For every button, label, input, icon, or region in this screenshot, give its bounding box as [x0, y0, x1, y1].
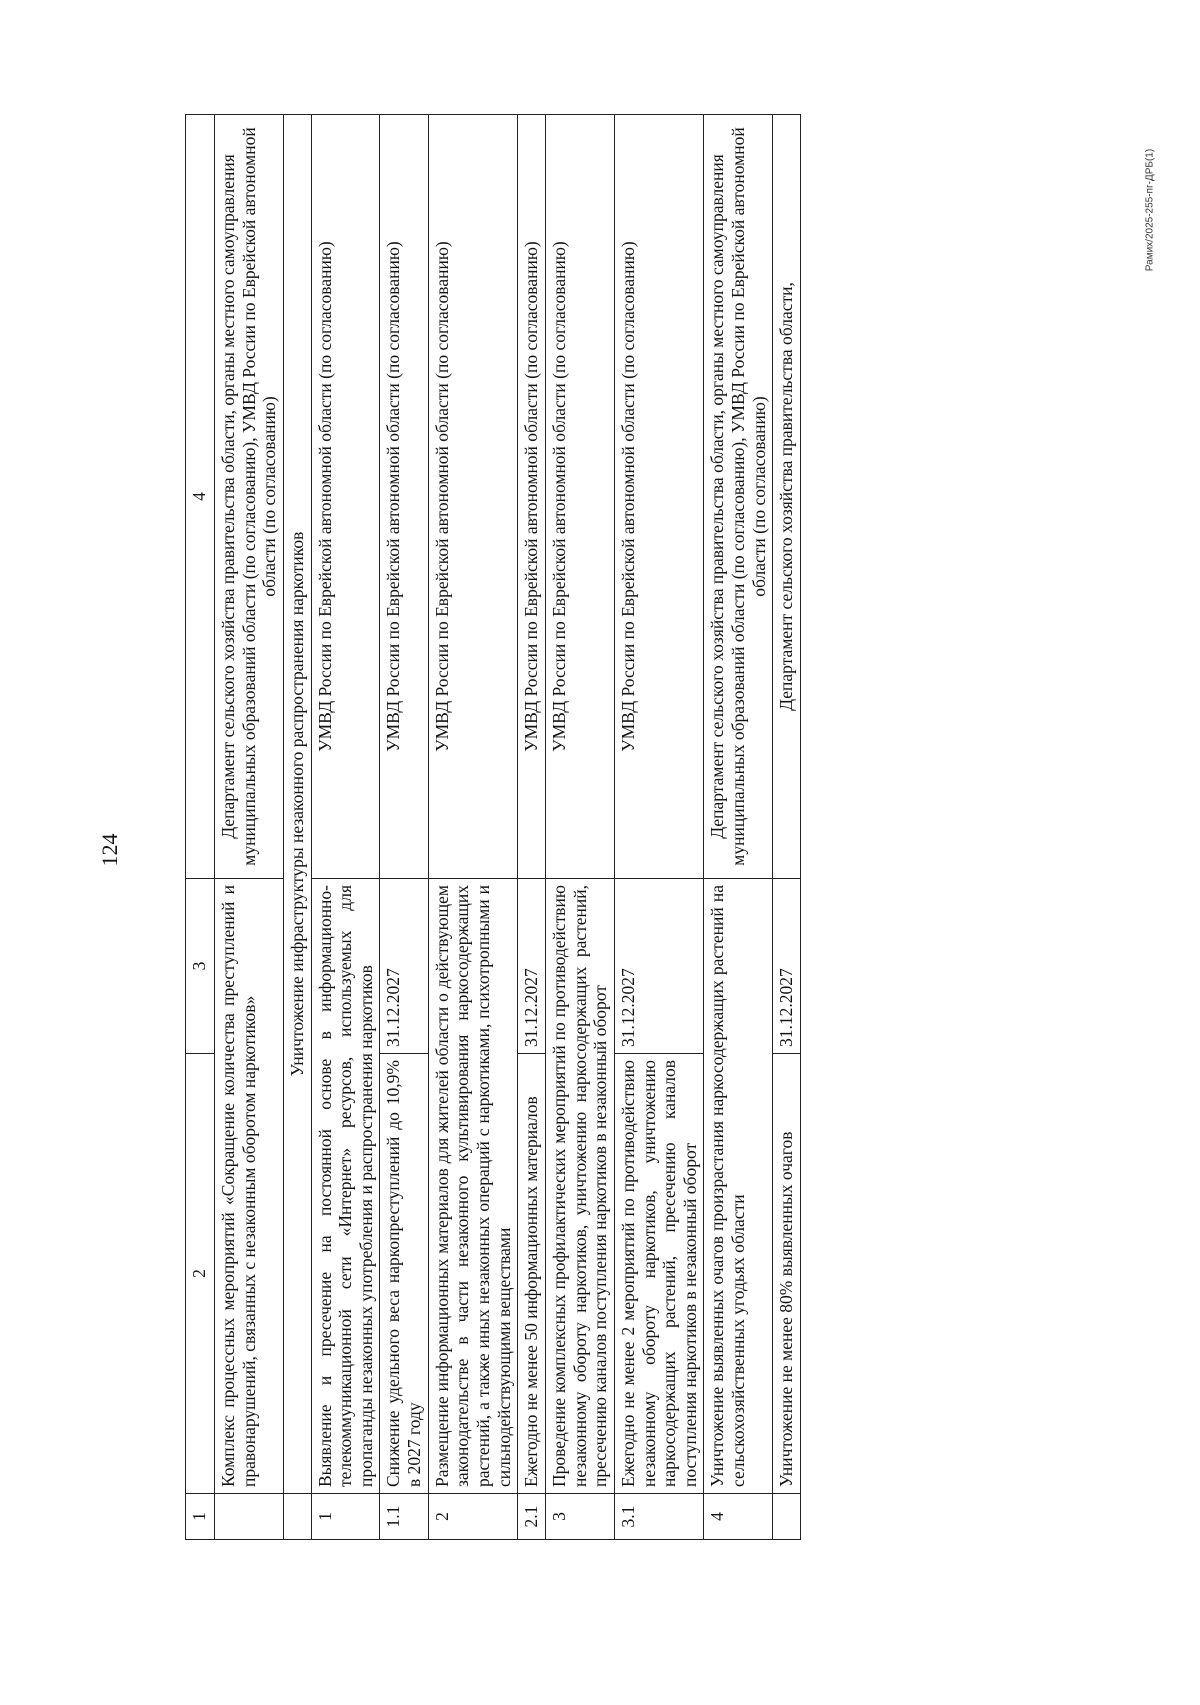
- table-row: [311, 115, 380, 1540]
- row-measure: Размещение информационных материалов для жителей области о действующем законодательстве в части незаконного культивирования наркосодержащих растений, а также иных незаконных операций с наркотиками, психотропными и сильнодействующими веществами: [428, 879, 518, 1494]
- header-cell: 1: [186, 1494, 215, 1540]
- row-date: 31.12.2027: [518, 879, 546, 1054]
- row-measure: Ежегодно не менее 2 мероприятий по противодействию незаконному обороту наркотиков, уничтожению наркосодержащих растений, пресечению каналов поступления наркотиков в незаконный оборот: [614, 1054, 704, 1494]
- section-row: [283, 115, 311, 1540]
- row-responsible: УМВД России по Еврейской автономной области (по согласованию): [518, 115, 546, 879]
- row-number: 2.1: [518, 1494, 546, 1540]
- row-measure: Выявление и пресечение на постоянной основе в информационно-телекоммуникационной сети «Интернет» ресурсов, используемых для пропаганды незаконных употребления и распространения наркотиков: [311, 879, 380, 1494]
- row-measure: Ежегодно не менее 50 информационных материалов: [518, 1054, 546, 1494]
- row-responsible: Департамент сельского хозяйства правительства области,: [773, 115, 801, 879]
- table-header-row: [186, 115, 215, 1540]
- table-row: [428, 115, 518, 1540]
- row-responsible: УМВД России по Еврейской автономной области (по согласованию): [311, 115, 380, 879]
- rotated-table-container: [185, 115, 1140, 1540]
- row-responsible: Департамент сельского хозяйства правительства области, органы местного самоуправления муниципальных образований области (по согласованию), УМВД России по Еврейской автономной области (по согласованию): [215, 115, 284, 879]
- row-measure: Снижение удельного веса наркопреступлений до 10,9% в 2027 году: [380, 1054, 428, 1494]
- row-date: 31.12.2027: [380, 879, 428, 1054]
- row-responsible: Департамент сельского хозяйства правительства области, органы местного самоуправления муниципальных образований области (по согласованию), УМВД России по Еврейской автономной области (по согласованию): [704, 115, 773, 879]
- table-row-intro: [215, 115, 284, 1540]
- row-number: 4: [704, 1494, 773, 1540]
- row-responsible: УМВД России по Еврейской автономной области (по согласованию): [614, 115, 704, 879]
- table-row: [518, 115, 546, 1540]
- row-measure: Уничтожение выявленных очагов произрастания наркосодержащих растений на сельскохозяйственных угодьях области: [704, 879, 773, 1494]
- row-number: [215, 1494, 284, 1540]
- row-number: 1: [311, 1494, 380, 1540]
- header-cell: 2: [186, 1054, 215, 1494]
- header-cell: 4: [186, 115, 215, 879]
- row-measure: Комплекс процессных мероприятий «Сокращение количества преступлений и правонарушений, связанных с незаконным оборотом наркотиков»: [215, 879, 284, 1494]
- section-title: Уничтожение инфраструктуры незаконного распространения наркотиков: [283, 115, 311, 1494]
- row-number: 2: [428, 1494, 518, 1540]
- measures-table: [185, 114, 801, 1540]
- table-row: [704, 115, 773, 1540]
- row-number: 3: [545, 1494, 614, 1540]
- row-responsible: УМВД России по Еврейской автономной области (по согласованию): [428, 115, 518, 879]
- row-measure: Проведение комплексных профилактических мероприятий по противодействию незаконному обороту наркотиков, уничтожению наркосодержащих растений, пресечению каналов поступления наркотиков в незаконный оборот: [545, 879, 614, 1494]
- document-reference: Рамих/2025-255-пг-ДРБ(1): [1144, 148, 1156, 272]
- row-responsible: УМВД России по Еврейской автономной области (по согласованию): [545, 115, 614, 879]
- row-date: 31.12.2027: [614, 879, 704, 1054]
- section-number-cell: [283, 1494, 311, 1540]
- row-number: [773, 1494, 801, 1540]
- row-number: 1.1: [380, 1494, 428, 1540]
- row-number: 3.1: [614, 1494, 704, 1540]
- page-number: 124: [97, 833, 122, 867]
- row-date: 31.12.2027: [773, 879, 801, 1054]
- table-row: [380, 115, 428, 1540]
- row-responsible: УМВД России по Еврейской автономной области (по согласованию): [380, 115, 428, 879]
- table-row: [545, 115, 614, 1540]
- table-row: [614, 115, 704, 1540]
- row-measure: Уничтожение не менее 80% выявленных очагов: [773, 1054, 801, 1494]
- header-cell: 3: [186, 879, 215, 1054]
- table-row: [773, 115, 801, 1540]
